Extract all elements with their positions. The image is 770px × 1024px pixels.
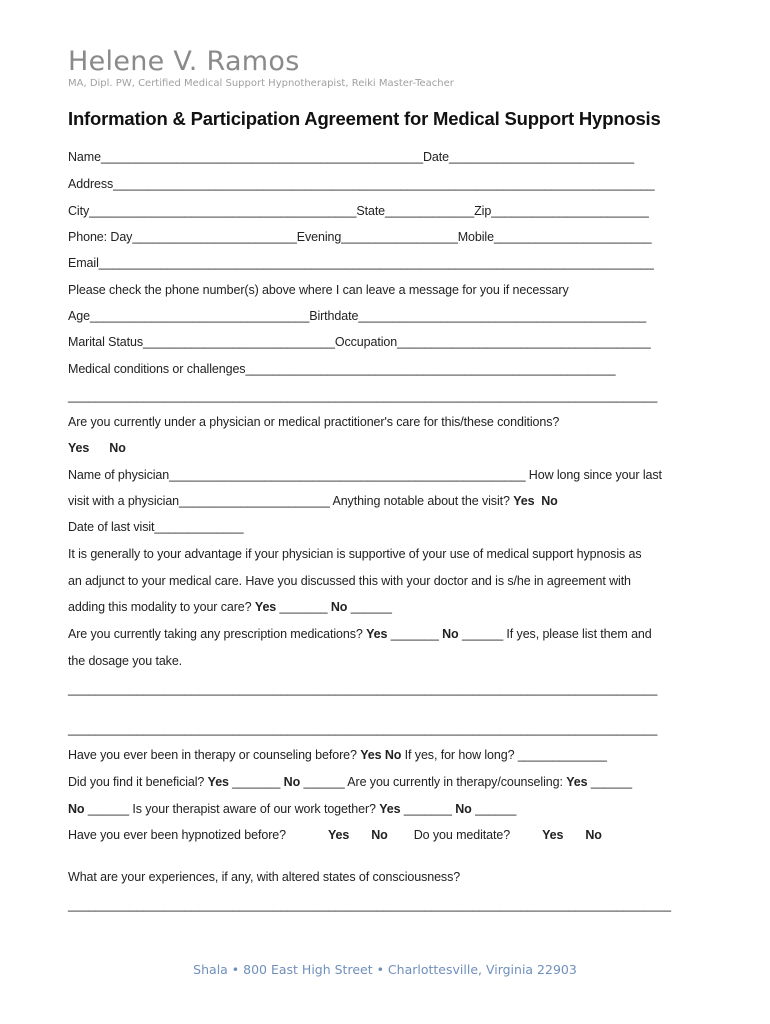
marital-occupation-field[interactable]: Marital Status____________________________Occupation_____________________________________ [68, 335, 651, 349]
yes-option[interactable]: Yes [566, 775, 588, 789]
hypnotized-question: Have you ever been hypnotized before? [68, 828, 286, 842]
visit-text[interactable]: visit with a physician______________________ Anything notable about the visit? [68, 494, 514, 508]
medications-question: Are you currently taking any prescription medications? [68, 627, 367, 641]
yes-option[interactable]: Yes [207, 775, 229, 789]
physician-care-options [68, 441, 126, 455]
medications-blank-2[interactable]: ______________________________________________________________________________________ [68, 722, 658, 736]
no-blank-and-list[interactable]: ______ If yes, please list them and [458, 627, 652, 641]
therapy-line-1 [68, 748, 607, 762]
yes-blank[interactable]: _______ [400, 802, 456, 816]
address-field[interactable]: Address_______________________________________________________________________________ [68, 177, 655, 191]
advantage-text-1: It is generally to your advantage if your physician is supportive of your use of medical support hypnosis as [68, 547, 642, 561]
practitioner-credentials: MA, Dipl. PW, Certified Medical Support Hypnotherapist, Reiki Master-Teacher [68, 78, 454, 89]
no-blank[interactable]: ______ [347, 600, 392, 614]
yes-option[interactable]: Yes [68, 441, 90, 455]
yes-blank[interactable]: _______ [387, 627, 443, 641]
therapy-duration-field[interactable]: If yes, for how long? _____________ [401, 748, 607, 762]
yes-option[interactable]: Yes [254, 600, 277, 614]
yes-blank[interactable]: ______ [587, 775, 632, 789]
yes-blank[interactable]: _______ [276, 600, 331, 614]
yes-blank[interactable]: _______ [228, 775, 284, 789]
therapy-line-3 [68, 802, 516, 816]
city-state-zip-field[interactable]: City_______________________________________State_____________Zip_______________________ [68, 204, 649, 218]
form-title: Information & Participation Agreement for Medical Support Hypnosis [68, 108, 661, 129]
therapy-line-2 [68, 775, 632, 789]
practitioner-name: Helene V. Ramos [68, 46, 300, 77]
altered-states-question: What are your experiences, if any, with altered states of consciousness? [68, 870, 461, 884]
meditate-question: Do you meditate? [413, 828, 511, 842]
yes-option[interactable]: Yes [327, 828, 350, 842]
physician-visit-line [68, 494, 558, 508]
age-birthdate-field[interactable]: Age________________________________Birthdate__________________________________________ [68, 309, 647, 323]
yes-option[interactable]: Yes [542, 828, 564, 842]
no-option[interactable]: No [541, 494, 558, 508]
medical-conditions-blank[interactable]: ______________________________________________________________________________________ [68, 389, 658, 403]
yes-option[interactable]: Yes [379, 802, 401, 816]
therapist-aware-question: ______ Is your therapist aware of our work together? [84, 802, 380, 816]
yes-no-options[interactable]: Yes No [360, 748, 402, 762]
medications-line-2: the dosage you take. [68, 654, 183, 668]
no-option[interactable]: No [455, 802, 472, 816]
footer-address: Shala • 800 East High Street • Charlottesville, Virginia 22903 [193, 962, 577, 977]
last-visit-field[interactable]: Date of last visit_____________ [68, 520, 244, 534]
altered-states-blank[interactable]: ________________________________________________________________________________________ [68, 898, 671, 912]
medical-conditions-field[interactable]: Medical conditions or challenges______________________________________________________ [68, 362, 616, 376]
no-option[interactable]: No [330, 600, 348, 614]
advantage-line-3 [68, 600, 392, 614]
phone-message-note: Please check the phone number(s) above where I can leave a message for you if necessary [68, 283, 569, 297]
email-field[interactable]: Email_________________________________________________________________________________ [68, 256, 654, 270]
hypnotized-line [68, 828, 602, 842]
current-therapy-question: ______ Are you currently in therapy/counseling: [300, 775, 567, 789]
medications-line-1 [68, 627, 652, 641]
no-option[interactable]: No [68, 802, 85, 816]
physician-care-question: Are you currently under a physician or medical practitioner's care for this/these conditions? [68, 415, 560, 429]
no-option[interactable]: No [585, 828, 602, 842]
physician-name-field[interactable]: Name of physician____________________________________________________ How long since your last [68, 468, 662, 482]
no-option[interactable]: No [109, 441, 126, 455]
no-blank[interactable]: ______ [471, 802, 517, 816]
medications-blank-1[interactable]: ______________________________________________________________________________________ [68, 682, 658, 696]
therapy-question: Have you ever been in therapy or counseling before? [68, 748, 361, 762]
no-option[interactable]: No [442, 627, 459, 641]
beneficial-question: Did you find it beneficial? [68, 775, 208, 789]
phone-field[interactable]: Phone: Day________________________Evening_________________Mobile_______________________ [68, 230, 652, 244]
advantage-text-3: adding this modality to your care? [68, 600, 255, 614]
advantage-text-2: an adjunct to your medical care. Have you discussed this with your doctor and is s/he in agreement with [68, 574, 631, 588]
no-option[interactable]: No [283, 775, 301, 789]
no-option[interactable]: No [371, 828, 388, 842]
name-date-field[interactable]: Name_______________________________________________Date___________________________ [68, 150, 634, 164]
yes-option[interactable]: Yes [513, 494, 535, 508]
yes-option[interactable]: Yes [366, 627, 388, 641]
